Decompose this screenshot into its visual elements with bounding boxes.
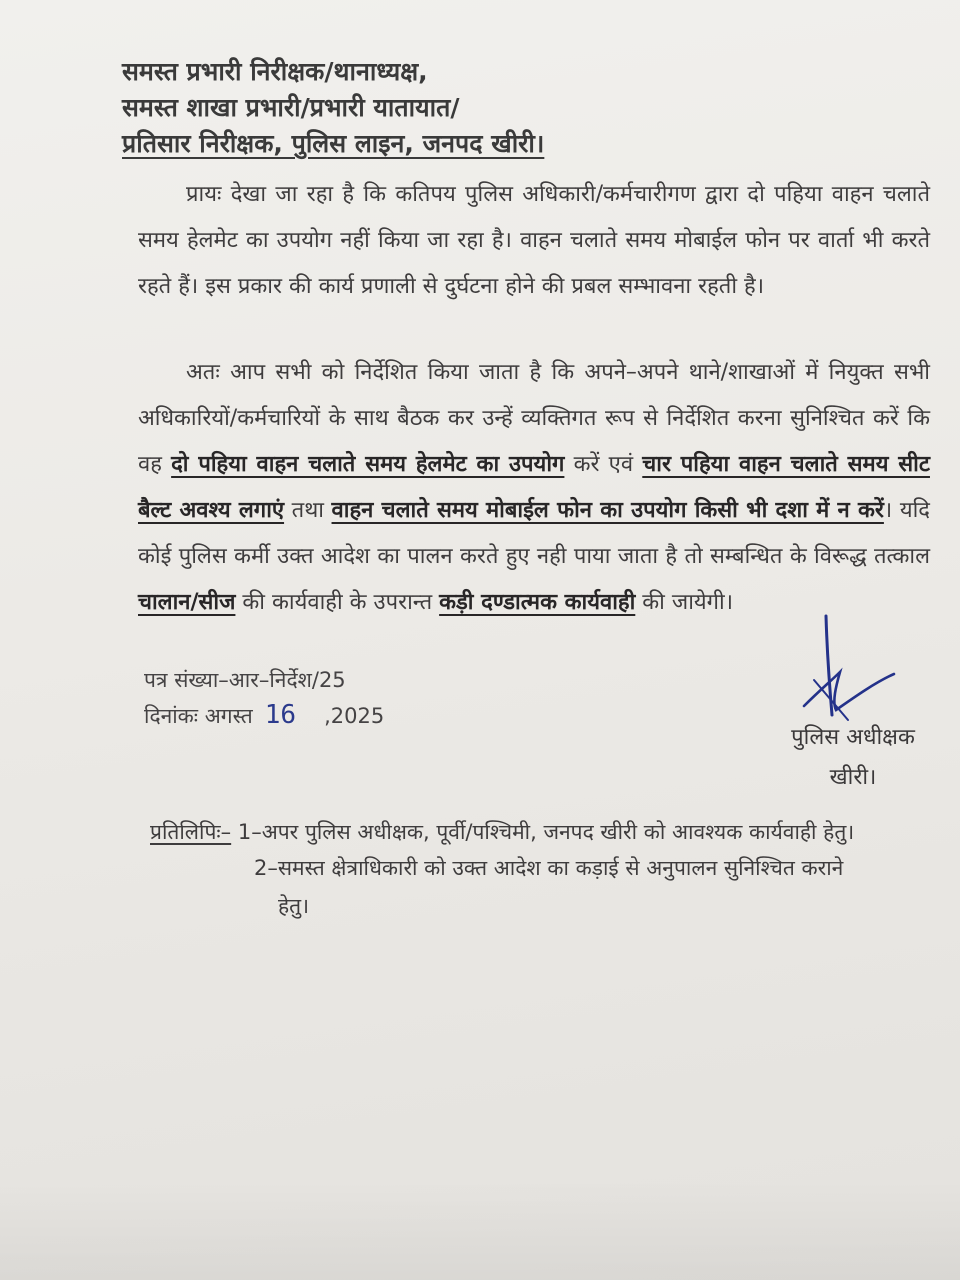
para2-text-1: अतः आप सभी को निर्देशित किया जाता है कि अपने–अपने थाने/शाखाओं में नियुक्त सभी अधिकारियों/कर्मचारियों के साथ बैठक कर उन्हें व्यक्तिगत रूप से निर्देशित करना सुनिश्चित करें कि वह — [138, 360, 930, 477]
signatory-block — [778, 718, 928, 798]
copy-to-item-1: 1–अपर पुलिस अधीक्षक, पूर्वी/पश्चिमी, जनपद खीरी को आवश्यक कार्यवाही हेतु। — [237, 820, 855, 844]
letter-date — [144, 700, 384, 730]
para2-text-6: की जायेगी। — [635, 590, 734, 615]
signatory-district: खीरी। — [829, 765, 877, 790]
challan-seize-text: चालान/सीज — [138, 590, 236, 615]
date-label: दिनांकः अगस्त — [144, 704, 253, 728]
addressee-line-2: समस्त शाखा प्रभारी/प्रभारी यातायात/ — [122, 93, 460, 122]
date-year: ,2025 — [324, 704, 385, 728]
copy-to-line-1 — [150, 818, 854, 846]
paragraph-1-text: प्रायः देखा जा रहा है कि कतिपय पुलिस अधिकारी/कर्मचारीगण द्वारा दो पहिया वाहन चलाते समय हेलमेट का उपयोग नहीं किया जा रहा है। वाहन चलाते समय मोबाईल फोन पर वार्ता भी करते रहते हैं। इस प्रकार की कार्य प्रणाली से दुर्घटना होने की प्रबल सम्भावना रहती है। — [138, 182, 930, 299]
handwritten-day: 16 — [264, 700, 297, 730]
paragraph-2 — [138, 350, 930, 626]
paragraph-1 — [138, 172, 930, 310]
para2-text-3: तथा — [284, 498, 332, 523]
para2-text-2: करें एवं — [564, 452, 643, 477]
copy-to-item-2-cont: हेतु। — [278, 894, 310, 918]
addressee-line-1: समस्त प्रभारी निरीक्षक/थानाध्यक्ष, — [122, 57, 428, 86]
mobile-phone-instruction: वाहन चलाते समय मोबाईल फोन का उपयोग किसी भी दशा में न करें — [331, 498, 884, 523]
copy-to-label: प्रतिलिपिः– — [150, 820, 232, 844]
seatbelt-instruction: चार पहिया वाहन चलाते समय सीट बैल्ट अवश्य लगाएं — [138, 452, 930, 523]
para2-text-5: की कार्यवाही के उपरान्त — [235, 590, 440, 615]
signatory-title: पुलिस अधीक्षक — [791, 725, 915, 750]
addressee-line-3: प्रतिसार निरीक्षक, पुलिस लाइन, जनपद खीरी। — [122, 129, 545, 158]
penal-action-text: कड़ी दण्डात्मक कार्यवाही — [439, 590, 636, 615]
copy-to-item-2: 2–समस्त क्षेत्राधिकारी को उक्त आदेश का कड़ाई से अनुपालन सुनिश्चित कराने — [254, 856, 844, 880]
paper-shadow — [0, 1180, 960, 1280]
para2-text-4: । यदि कोई पुलिस कर्मी उक्त आदेश का पालन करते हुए नही पाया जाता है तो सम्बन्धित के विरूद्ध तत्काल — [138, 498, 930, 569]
letter-number: पत्र संख्या–आर–निर्देश/25 — [144, 668, 346, 692]
helmet-instruction: दो पहिया वाहन चलाते समय हेलमेट का उपयोग — [171, 452, 565, 477]
